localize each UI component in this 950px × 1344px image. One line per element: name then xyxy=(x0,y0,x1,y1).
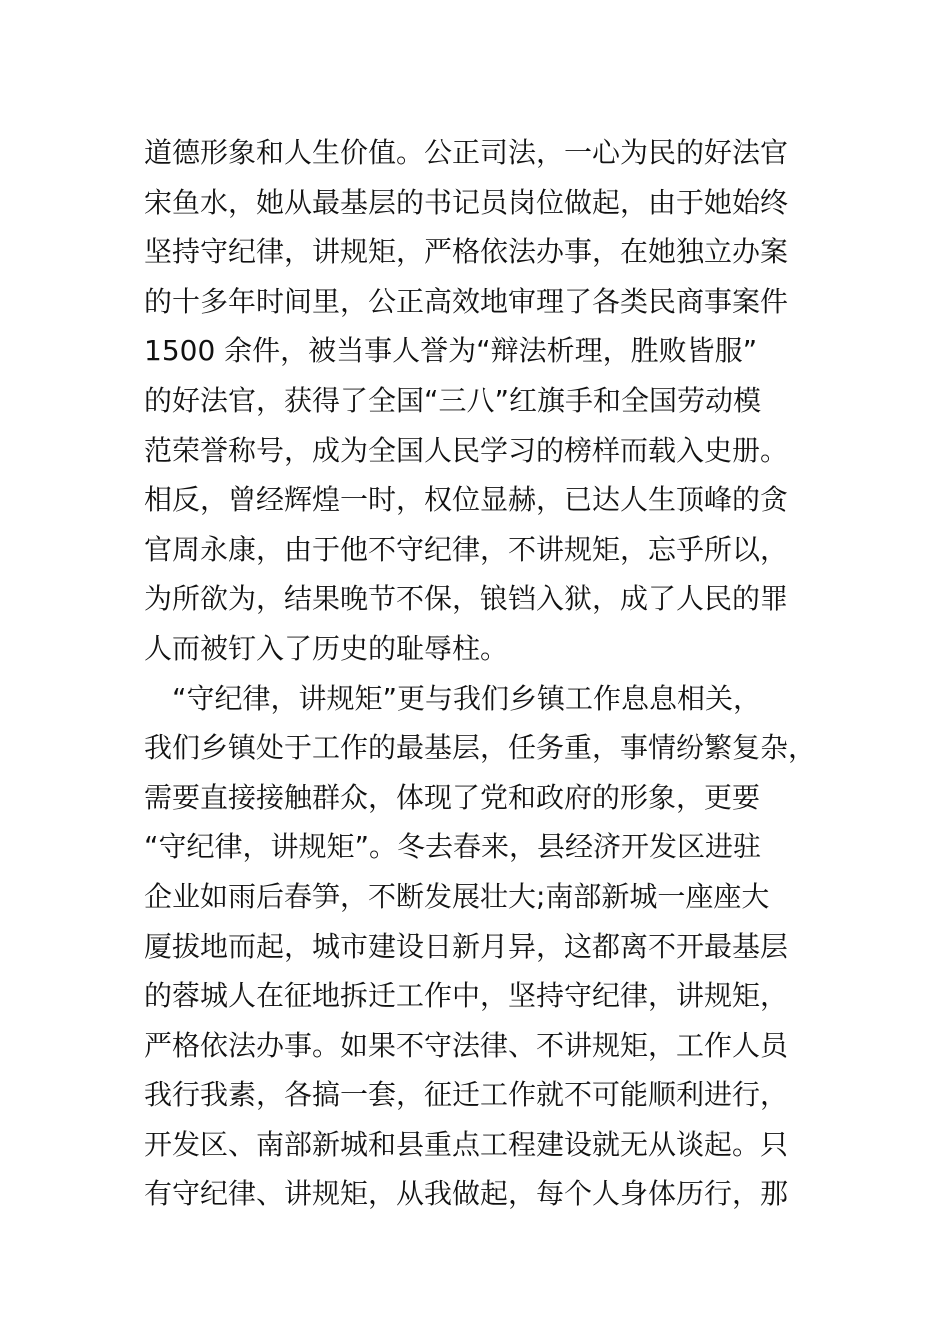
text-line: “守纪律，讲规矩”。冬去春来，县经济开发区进驻 xyxy=(144,830,762,864)
text-line: 有守纪律、讲规矩，从我做起，每个人身体历行，那 xyxy=(144,1177,789,1211)
text-line: 范荣誉称号，成为全国人民学习的榜样而载入史册。 xyxy=(144,433,789,467)
text-line: 的蓉城人在征地拆迁工作中，坚持守纪律，讲规矩， xyxy=(144,979,789,1013)
text-line: 人而被钉入了历史的耻辱柱。 xyxy=(144,631,509,665)
text-line: 宋鱼水，她从最基层的书记员岗位做起，由于她始终 xyxy=(144,185,789,219)
text-line: 开发区、南部新城和县重点工程建设就无从谈起。只 xyxy=(144,1127,789,1161)
text-line: 需要直接接触群众，体现了党和政府的形象，更要 xyxy=(144,780,761,814)
text-line: 的好法官，获得了全国“三八”红旗手和全国劳动模 xyxy=(144,383,762,417)
text-line: 我们乡镇处于工作的最基层，任务重，事情纷繁复杂， xyxy=(144,731,817,765)
text-line: 厦拔地而起，城市建设日新月异，这都离不开最基层 xyxy=(144,929,789,963)
text-line: 坚持守纪律，讲规矩，严格依法办事，在她独立办案 xyxy=(144,235,789,269)
text-line: 我行我素，各搞一套，征迁工作就不可能顺利进行， xyxy=(144,1078,789,1112)
text-line: 为所欲为，结果晚节不保，锒铛入狱，成了人民的罪 xyxy=(144,582,789,616)
text-line: 道德形象和人生价值。公正司法，一心为民的好法官 xyxy=(144,136,789,169)
text-line: 官周永康，由于他不守纪律，不讲规矩，忘乎所以， xyxy=(144,532,789,566)
text-line: 严格依法办事。如果不守法律、不讲规矩，工作人员 xyxy=(144,1028,789,1062)
text-line: 相反，曾经辉煌一时，权位显赫，已达人生顶峰的贪 xyxy=(144,483,789,517)
document-body xyxy=(144,128,844,1219)
paragraph-first-line: “守纪律，讲规矩”更与我们乡镇工作息息相关， xyxy=(172,681,762,715)
text-line: 1500 余件，被当事人誉为“辩法析理，胜败皆服” xyxy=(144,334,758,368)
text-line: 的十多年时间里，公正高效地审理了各类民商事案件 xyxy=(144,284,789,318)
text-line: 企业如雨后春笋，不断发展壮大;南部新城一座座大 xyxy=(144,879,770,913)
